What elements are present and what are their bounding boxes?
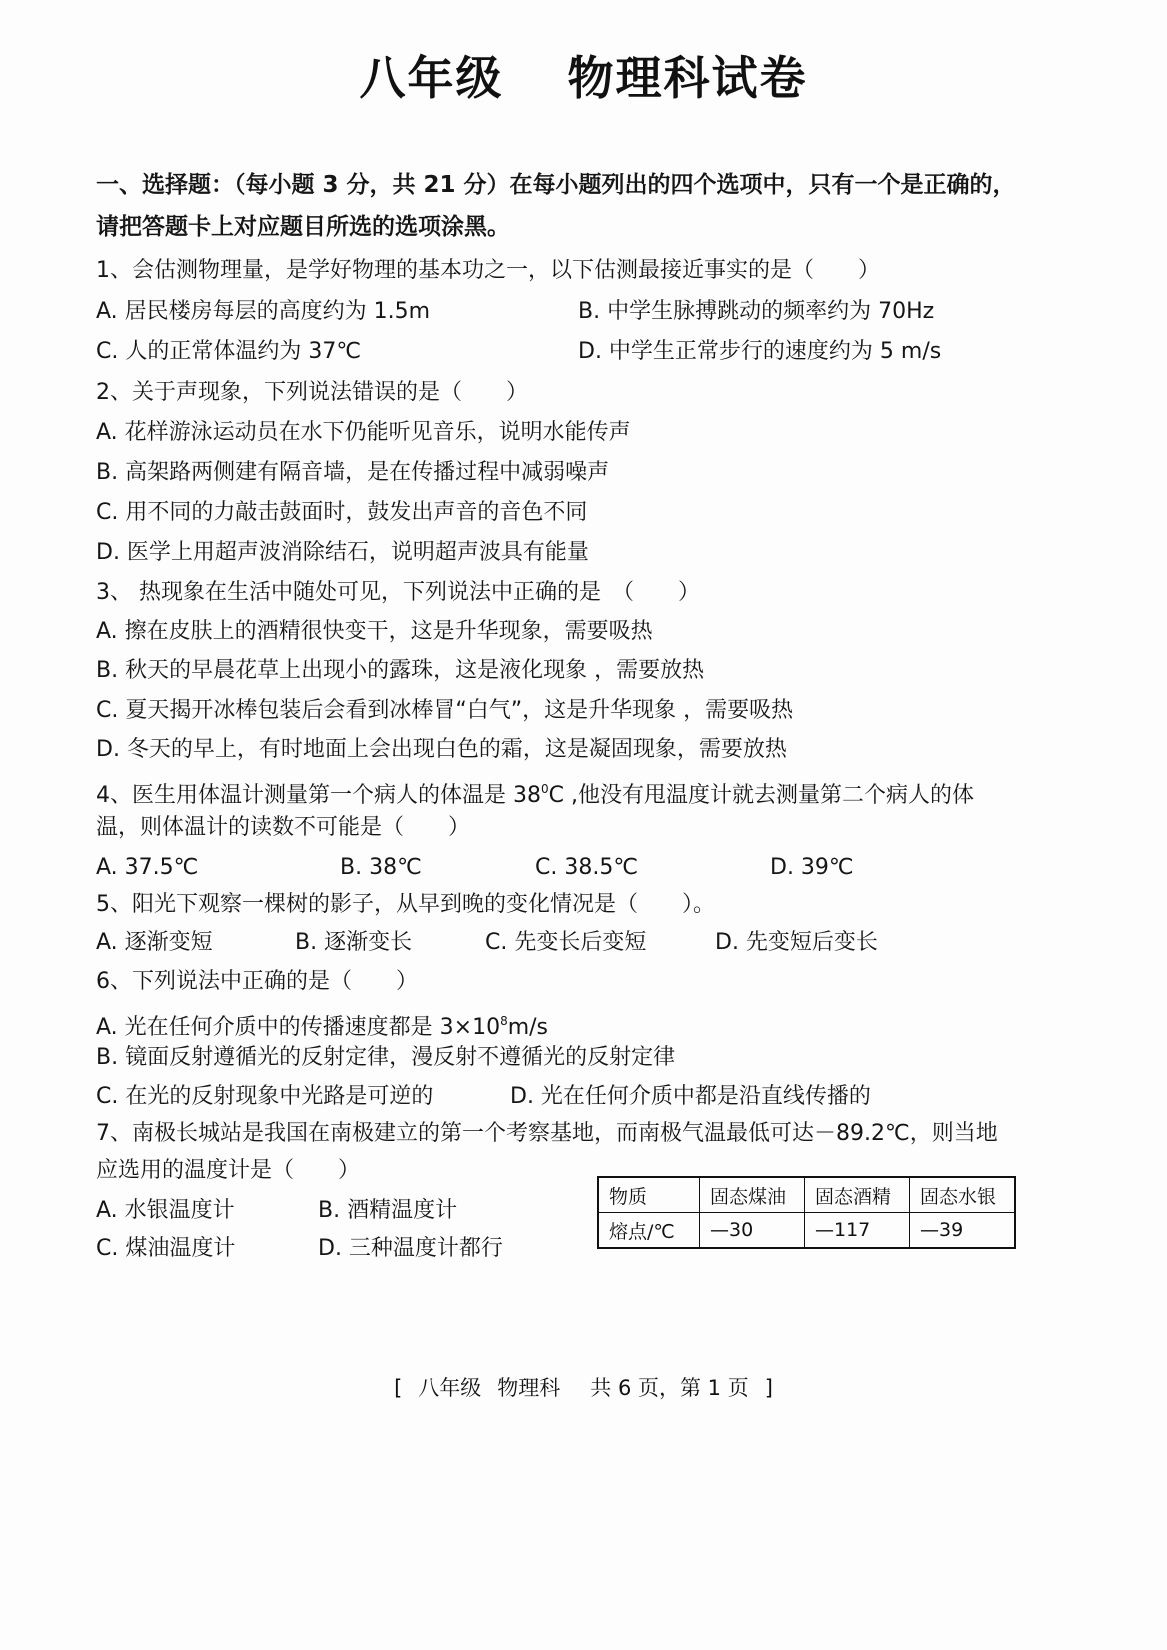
table-row <box>598 1213 1015 1249</box>
question-6-option-b: B. 镜面反射遵循光的反射定律，漫反射不遵循光的反射定律 <box>96 1045 676 1070</box>
table-header-row <box>598 1177 1015 1213</box>
footer-bracket-open: [ <box>394 1376 403 1400</box>
question-7-option-b: B. 酒精温度计 <box>318 1198 458 1223</box>
page-footer <box>0 1372 1167 1402</box>
exponent-superscript: 8 <box>500 1014 508 1028</box>
question-7-stem: 7、南极长城站是我国在南极建立的第一个考察基地，而南极气温最低可达－89.2℃，则当地 <box>96 1121 998 1146</box>
question-5-option-c: C. 先变长后变短 <box>485 930 647 955</box>
table-cell: —30 <box>700 1213 805 1249</box>
question-1-option-a: A. 居民楼房每层的高度约为 1.5m <box>96 299 431 324</box>
title-subject: 物理科试卷 <box>567 51 808 105</box>
question-7-option-d: D. 三种温度计都行 <box>318 1236 503 1261</box>
footer-grade: 八年级 <box>418 1376 482 1400</box>
question-4-option-a: A. 37.5℃ <box>96 855 199 880</box>
table-header-cell: 固态水银 <box>910 1177 1016 1213</box>
footer-bracket-close: ] <box>764 1376 773 1400</box>
table-header-cell: 物质 <box>598 1177 700 1213</box>
question-5-option-b: B. 逐渐变长 <box>295 930 413 955</box>
question-2-option-d: D. 医学上用超声波消除结石，说明超声波具有能量 <box>96 540 589 565</box>
question-3-option-d: D. 冬天的早上，有时地面上会出现白色的霜，这是凝固现象，需要放热 <box>96 737 787 762</box>
question-2-option-b: B. 高架路两侧建有隔音墙，是在传播过程中减弱噪声 <box>96 460 610 485</box>
question-3-option-a: A. 擦在皮肤上的酒精很快变干，这是升华现象，需要吸热 <box>96 619 653 644</box>
melting-point-table <box>597 1176 1016 1249</box>
question-4-option-b: B. 38℃ <box>340 855 422 880</box>
question-6-option-a-post: m/s <box>507 1015 549 1040</box>
table-header-cell: 固态酒精 <box>805 1177 910 1213</box>
question-6-option-a <box>96 1006 548 1043</box>
question-4-stem-post: C ,他没有甩温度计就去测量第二个病人的体 <box>548 783 974 808</box>
question-4-option-c: C. 38.5℃ <box>535 855 639 880</box>
footer-subject: 物理科 <box>497 1376 561 1400</box>
degree-superscript: 0 <box>541 782 549 796</box>
page-title <box>0 42 1167 108</box>
question-6-option-a-pre: A. 光在任何介质中的传播速度都是 3×10 <box>96 1015 501 1040</box>
question-7-option-a: A. 水银温度计 <box>96 1198 235 1223</box>
question-6-option-c: C. 在光的反射现象中光路是可逆的 <box>96 1084 434 1109</box>
question-5-option-d: D. 先变短后变长 <box>715 930 878 955</box>
footer-page-count: 共 6 页，第 1 页 <box>590 1376 749 1400</box>
question-7-option-c: C. 煤油温度计 <box>96 1236 236 1261</box>
title-grade: 八年级 <box>359 51 504 105</box>
question-5-option-a: A. 逐渐变短 <box>96 930 213 955</box>
question-3-option-b: B. 秋天的早晨花草上出现小的露珠，这是液化现象 ，需要放热 <box>96 658 705 683</box>
question-5-stem: 5、阳光下观察一棵树的影子，从早到晚的变化情况是（ ）。 <box>96 892 715 917</box>
question-6-stem: 6、下列说法中正确的是（ ） <box>96 969 418 994</box>
question-1-stem: 1、会估测物理量，是学好物理的基本功之一，以下估测最接近事实的是（ ） <box>96 258 880 283</box>
table-cell: —39 <box>910 1213 1016 1249</box>
table-header-cell: 固态煤油 <box>700 1177 805 1213</box>
section-heading: 一、选择题：（每小题 3 分，共 21 分）在每小题列出的四个选项中，只有一个是正确的， <box>96 172 1016 198</box>
question-2-option-a: A. 花样游泳运动员在水下仍能听见音乐，说明水能传声 <box>96 420 631 445</box>
table-cell: —117 <box>805 1213 910 1249</box>
question-1-option-d: D. 中学生正常步行的速度约为 5 m/s <box>578 339 942 364</box>
question-2-option-c: C. 用不同的力敲击鼓面时，鼓发出声音的音色不同 <box>96 500 588 525</box>
question-4-stem-cont: 温，则体温计的读数不可能是（ ） <box>96 815 471 840</box>
question-6-option-d: D. 光在任何介质中都是沿直线传播的 <box>510 1084 871 1109</box>
question-7-stem-cont: 应选用的温度计是（ ） <box>96 1158 361 1183</box>
question-3-option-c: C. 夏天揭开冰棒包装后会看到冰棒冒“白气”，这是升华现象 ，需要吸热 <box>96 698 794 723</box>
question-1-option-b: B. 中学生脉搏跳动的频率约为 70Hz <box>578 299 935 324</box>
question-4-option-d: D. 39℃ <box>770 855 854 880</box>
section-heading-cont: 请把答题卡上对应题目所选的选项涂黑。 <box>96 214 510 240</box>
question-2-stem: 2、关于声现象，下列说法错误的是（ ） <box>96 380 528 405</box>
question-1-option-c: C. 人的正常体温约为 37℃ <box>96 339 362 364</box>
question-4-stem-pre: 4、医生用体温计测量第一个病人的体温是 38 <box>96 783 541 808</box>
question-3-stem: 3、 热现象在生活中随处可见，下列说法中正确的是 （ ） <box>96 580 700 605</box>
question-4-stem <box>96 774 974 811</box>
table-cell: 熔点/℃ <box>598 1213 700 1249</box>
